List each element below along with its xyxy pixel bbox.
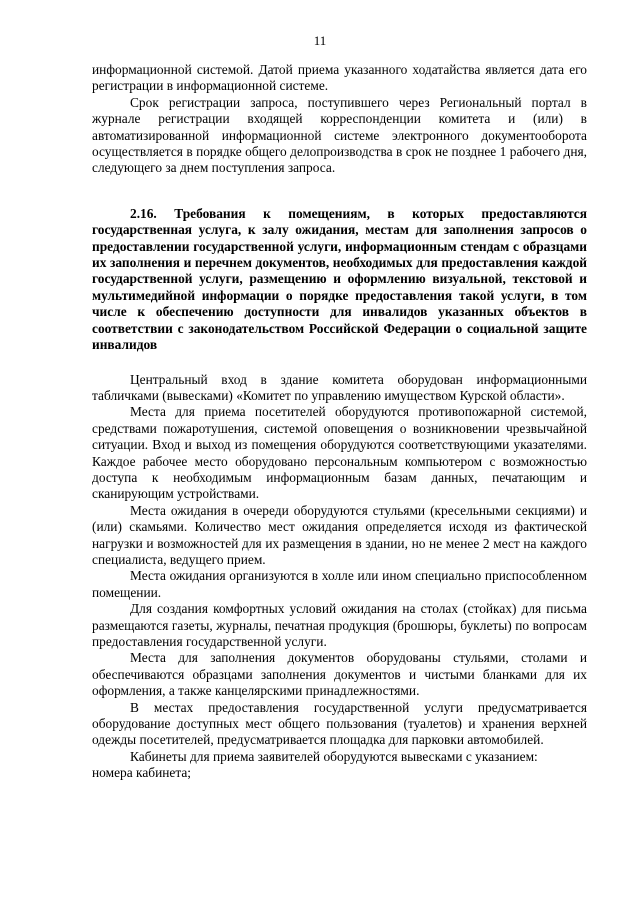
paragraph: Места ожидания в очереди оборудуются стульями (кресельными секциями) и (или) скамьями. Количество мест ожидания определяется исходя из фактической нагрузки и возможностей для их размещения в здании, но не менее 2 мест на каждого специалиста, ведущего прием.: [92, 502, 587, 567]
page-number: 11: [313, 33, 327, 48]
paragraph: Центральный вход в здание комитета оборудован информационными табличками (вывесками) «Комитет по управлению имуществом Курской области».: [92, 371, 587, 403]
paragraph: Места для заполнения документов оборудованы стульями, столами и обеспечиваются образцами заполнения документов и чистыми бланками для их оформления, а также канцелярскими принадлежностями.: [92, 650, 587, 699]
paragraph: номера кабинета;: [92, 765, 192, 781]
paragraph: Кабинеты для приема заявителей оборудуются вывесками с указанием:: [130, 748, 538, 764]
paragraph: Для создания комфортных условий ожидания на столах (стойках) для письма размещаются газеты, журналы, печатная продукция (брошюры, буклеты) по вопросам предоставления государственной услуги.: [92, 601, 587, 649]
section-heading: 2.16. Требования к помещениям, в которых предоставляются государственная услуга, к залу ожидания, местам для заполнения запросов о предоставлении государственной услуги, информационным стендам с образцами их заполнения и перечнем документов, необходимых для предоставления каждой государственной услуги, размещению и оформлению визуальной, текстовой и мультимедийной информации о порядке предоставления такой услуги, в том числе к обеспечению доступности для инвалидов указанных объектов в соответствии с законодательством Российской Федерации о социальной защите инвалидов: [92, 205, 587, 353]
paragraph: Места для приема посетителей оборудуются противопожарной системой, средствами пожаротушения, системой оповещения о возникновении чрезвычайной ситуации. Вход и выход из помещения оборудуются соответствующими указателями. Каждое рабочее место оборудовано персональным компьютером с возможностью доступа к необходимым информационным базам данных, печатающим и сканирующим устройствами.: [92, 404, 587, 502]
document-body: [92, 62, 587, 782]
spacer: [92, 354, 587, 372]
paragraph: Срок регистрации запроса, поступившего через Региональный портал в журнале регистрации входящей корреспонденции комитета и (или) в автоматизированной информационной системе электронного документооборота осуществляется в порядке общего делопроизводства в срок не позднее 1 рабочего дня, следующего за днем поступления запроса.: [92, 94, 587, 176]
paragraph: информационной системой. Датой приема указанного ходатайства является дата его регистрации в информационной системе.: [92, 62, 587, 94]
paragraph: В местах предоставления государственной услуги предусматривается оборудование доступных мест общего пользования (туалетов) и хранения верхней одежды посетителей, предусматривается площадка для парковки автомобилей.: [92, 699, 587, 748]
paragraph: Места ожидания организуются в холле или ином специально приспособленном помещении.: [92, 568, 587, 600]
